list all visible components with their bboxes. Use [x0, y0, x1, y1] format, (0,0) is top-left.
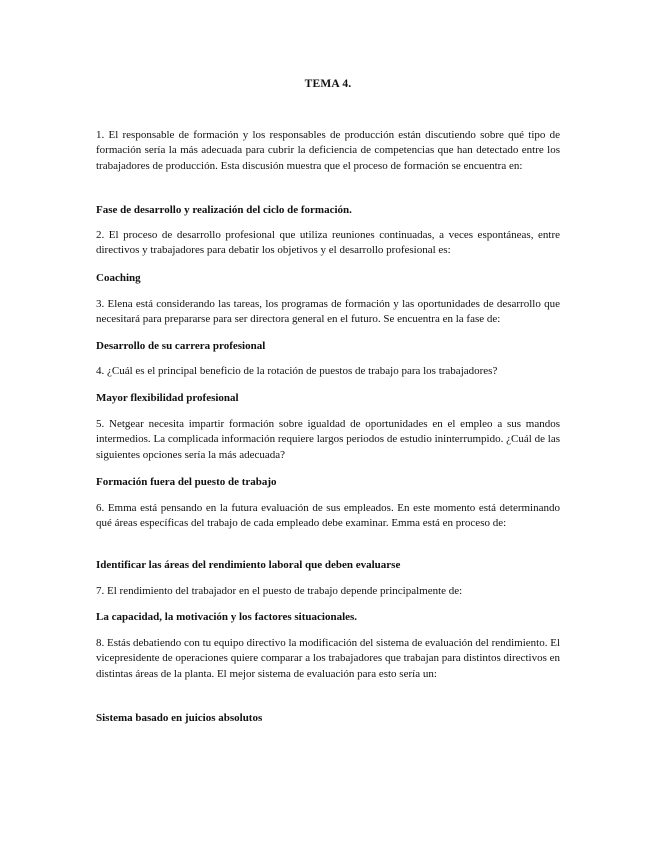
answer-text-2: Coaching	[96, 272, 141, 284]
question-text-1: 1. El responsable de formación y los responsables de producción están discutiendo sobre qué tipo de formación sería la más adecuada para cubrir la deficiencia de competencias que han detectado entre los trabajadores de producción. Esta discusión muestra que el proceso de formación se encuentra en:	[96, 129, 560, 172]
answer-text-8: Sistema basado en juicios absolutos	[96, 712, 263, 724]
question-text-6: 6. Emma está pensando en la futura evaluación de sus empleados. En este momento está determinando qué áreas específicas del trabajo de cada empleado debe examinar. Emma está en proceso de:	[96, 502, 560, 530]
question-text-2: 2. El proceso de desarrollo profesional que utiliza reuniones continuadas, a veces espontáneas, entre directivos y trabajadores para debatir los objetivos y el desarrollo profesional es:	[96, 229, 560, 257]
answer-block-2	[96, 271, 560, 286]
answer-block-4	[96, 391, 560, 406]
answer-block-6	[96, 558, 560, 573]
question-text-7: 7. El rendimiento del trabajador en el puesto de trabajo depende principalmente de:	[96, 585, 463, 597]
answer-text-1: Fase de desarrollo y realización del ciclo de formación.	[96, 204, 352, 216]
page-title: TEMA 4.	[304, 78, 352, 90]
question-text-3: 3. Elena está considerando las tareas, los programas de formación y las oportunidades de desarrollo que necesitará para prepararse para ser directora general en el futuro. Se encuentra en la fase de:	[96, 298, 560, 326]
answer-block-3	[96, 339, 560, 354]
question-text-5: 5. Netgear necesita impartir formación sobre igualdad de oportunidades en el empleo a sus mandos intermedios. La complicada información requiere largos periodos de estudio ininterrumpido. ¿Cuál de las siguientes opciones sería la más adecuada?	[96, 418, 560, 461]
answer-block-7	[96, 610, 560, 625]
answer-text-4: Mayor flexibilidad profesional	[96, 392, 239, 404]
question-block-7	[96, 584, 560, 599]
question-block-5	[96, 417, 560, 463]
answer-text-3: Desarrollo de su carrera profesional	[96, 340, 266, 352]
question-block-1	[96, 128, 560, 174]
question-block-6	[96, 501, 560, 532]
question-block-4	[96, 364, 560, 379]
question-text-8: 8. Estás debatiendo con tu equipo directivo la modificación del sistema de evaluación del rendimiento. El vicepresidente de operaciones quiere comparar a los trabajadores que trabajan para distintos directivos en distintas áreas de la planta. El mejor sistema de evaluación para esto sería un:	[96, 637, 560, 680]
answer-block-8	[96, 711, 560, 726]
question-block-2	[96, 228, 560, 259]
answer-block-5	[96, 475, 560, 490]
answer-text-7: La capacidad, la motivación y los factores situacionales.	[96, 611, 358, 623]
question-block-3	[96, 297, 560, 328]
answer-block-1	[96, 203, 560, 218]
question-block-8	[96, 636, 560, 682]
answer-text-6: Identificar las áreas del rendimiento laboral que deben evaluarse	[96, 559, 401, 571]
answer-text-5: Formación fuera del puesto de trabajo	[96, 476, 277, 488]
question-text-4: 4. ¿Cuál es el principal beneficio de la rotación de puestos de trabajo para los trabajadores?	[96, 365, 498, 377]
